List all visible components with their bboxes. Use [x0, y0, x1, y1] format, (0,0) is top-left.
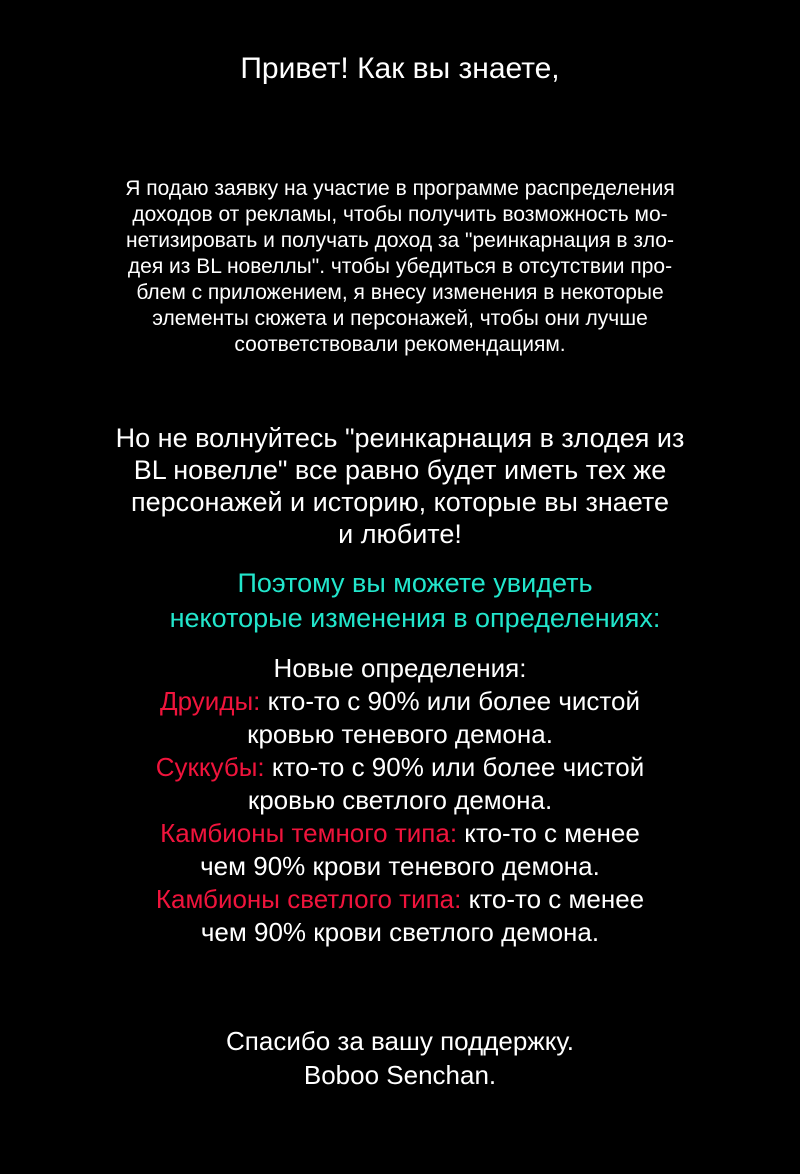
definition-term: Камбионы светлого типа:	[155, 884, 462, 914]
signature: Boboo Senchan.	[303, 1060, 497, 1090]
definition-light-cambions	[0, 883, 800, 916]
definitions-section	[0, 652, 800, 949]
intro-line: блем с приложением, я внесу изменения в некоторые	[136, 281, 664, 304]
intro-line: элементы сюжета и персонажей, чтобы они лучше	[152, 307, 648, 330]
reassure-line: BL новелле" все равно будет иметь тех же	[133, 455, 667, 485]
definition-succubi	[0, 751, 800, 784]
changes-line: Поэтому вы можете увидеть	[237, 568, 593, 598]
reassure-line: Но не волнуйтесь "реинкарнация в злодея из	[115, 423, 685, 453]
intro-line: Я подаю заявку на участие в программе распределения	[125, 177, 675, 200]
intro-line: нетизировать и получать доход за "реинкарнация в зло-	[126, 229, 674, 252]
changes-line: некоторые изменения в определениях:	[169, 603, 661, 633]
definition-term: Друиды:	[159, 686, 261, 716]
definition-dark-cambions	[0, 817, 800, 850]
changes-notice	[0, 566, 800, 636]
greeting-title: Привет! Как вы знаете,	[240, 52, 560, 85]
definition-term: Камбионы темного типа:	[160, 818, 458, 848]
intro-line: дея из BL новеллы". чтобы убедиться в отсутствии про-	[127, 255, 673, 278]
definition-text: кровью теневого демона.	[247, 719, 553, 749]
definition-text: чем 90% крови теневого демона.	[200, 851, 600, 881]
definition-term: Суккубы:	[155, 752, 265, 782]
definition-text: кровью светлого демона.	[247, 785, 553, 815]
definition-druids	[0, 685, 800, 718]
reassure-line: и любите!	[338, 519, 462, 549]
definition-text: кто-то с менее	[464, 818, 640, 848]
definition-text: кто-то с менее	[468, 884, 645, 914]
reassure-line: персонажей и историю, которые вы знаете	[131, 487, 669, 517]
intro-line: соответствовали рекомендациям.	[234, 333, 566, 356]
definition-text: чем 90% крови светлого демона.	[200, 917, 600, 947]
reassure-paragraph	[0, 422, 800, 550]
thanks-text: Спасибо за вашу поддержку.	[226, 1026, 574, 1056]
intro-line: доходов от рекламы, чтобы получить возможность мо-	[132, 203, 668, 226]
intro-paragraph	[0, 176, 800, 358]
definition-text: кто-то с 90% или более чистой	[271, 752, 645, 782]
closing	[0, 1024, 800, 1092]
definition-text: кто-то с 90% или более чистой	[267, 686, 641, 716]
definitions-heading: Новые определения:	[273, 653, 527, 683]
